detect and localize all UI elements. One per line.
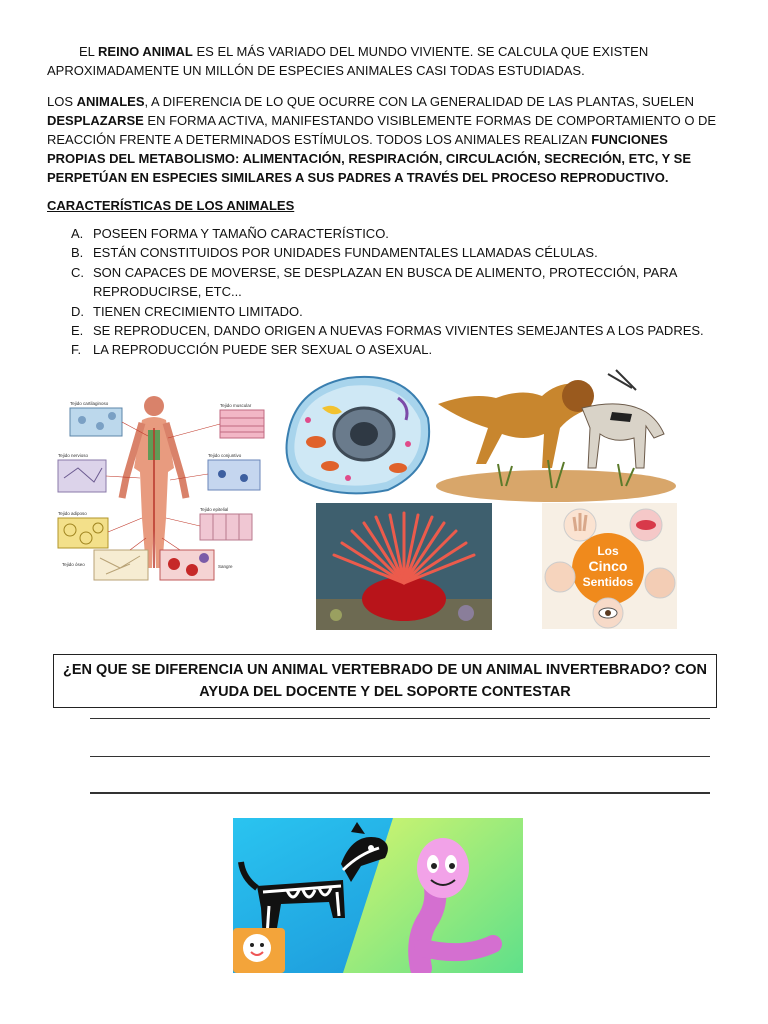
characteristics-list (47, 224, 717, 360)
answer-line-2[interactable] (90, 756, 710, 757)
characteristic-item (47, 302, 717, 321)
tissues-figure (50, 368, 265, 583)
p2-run: EN FORMA ACTIVA, MANIFESTANDO VISIBLEMENTE FORMAS DE COMPORTAMIENTO O DE REACCIÓN FRENTE A DETERMINADOS ESTÍMULOS. TODOS LOS ANIMALES REALIZAN (47, 113, 717, 147)
nose-icon (545, 562, 575, 592)
characteristic-letter: B. (71, 245, 84, 261)
characteristic-item (47, 321, 717, 340)
p2-run: DESPLAZARSE (47, 113, 144, 128)
senses-title-3: Sentidos (582, 575, 634, 589)
tissue-swatch-bone (94, 550, 148, 580)
answer-line-3[interactable] (90, 792, 710, 794)
tissue-swatch-cartilage (70, 408, 122, 436)
tissue-swatch-blood (160, 550, 214, 580)
senses-title-2: Cinco (588, 558, 628, 574)
characteristic-letter: D. (71, 303, 84, 319)
p1-run: EL (79, 44, 99, 59)
characteristic-text: TIENEN CRECIMIENTO LIMITADO. (93, 303, 303, 319)
five-senses-figure (542, 503, 677, 629)
lion-hunting-figure (432, 368, 680, 503)
characteristics-heading: CARACTERÍSTICAS DE LOS ANIMALES (47, 198, 295, 213)
tissue-swatch-muscle (220, 410, 264, 438)
characteristic-item (47, 224, 717, 243)
label-muscle: Tejido muscular (220, 403, 252, 408)
p2-run: , A DIFERENCIA DE LO QUE OCURRE CON LA GENERALIDAD DE LAS PLANTAS, SUELEN (144, 94, 695, 109)
vertebrate-invertebrate-figure (233, 818, 523, 973)
question-box (53, 654, 717, 708)
question-line-1: ¿EN QUE SE DIFERENCIA UN ANIMAL VERTEBRADO DE UN ANIMAL INVERTEBRADO? CON (63, 662, 707, 678)
tissue-swatch-nervous (58, 460, 106, 492)
ear-icon (645, 568, 675, 598)
animal-cell-figure (278, 368, 435, 500)
characteristic-text: SON CAPACES DE MOVERSE, SE DESPLAZAN EN BUSCA DE ALIMENTO, PROTECCIÓN, PARA REPRODUCIRSE, ETC... (93, 264, 677, 300)
label-nervous: Tejido nervioso (58, 453, 89, 458)
characteristic-item (47, 263, 717, 302)
corner-logo-icon (233, 928, 285, 973)
intro-paragraph-1 (47, 42, 727, 80)
sea-anemone-figure (316, 503, 492, 630)
characteristic-text: POSEEN FORMA Y TAMAÑO CARACTERÍSTICO. (93, 226, 389, 241)
answer-line-1[interactable] (90, 718, 710, 719)
characteristic-text: SE REPRODUCEN, DANDO ORIGEN A NUEVAS FORMAS VIVIENTES SEMEJANTES A LOS PADRES. (93, 323, 704, 339)
senses-title-1: Los (597, 544, 619, 558)
label-bone: Tejido óseo (62, 562, 85, 567)
label-blood: Sangre (218, 564, 233, 569)
characteristic-letter: E. (71, 323, 84, 339)
characteristic-item (47, 340, 717, 359)
tissue-swatch-adipose (58, 518, 108, 548)
label-epithelial: Tejido epitelial (200, 507, 229, 512)
p1-run: ES EL MÁS VARIADO DEL MUNDO VIVIENTE. SE CALCULA QUE EXISTEN APROXIMADAMENTE UN MILLÓN DE ESPECIES ANIMALES CASI TODAS ESTUDIADAS. (47, 44, 649, 78)
intro-paragraph-2 (47, 92, 727, 187)
tissue-swatch-epithelial (200, 514, 252, 540)
label-connective: Tejido conjuntivo (208, 453, 242, 458)
p2-run: LOS (47, 94, 77, 109)
question-line-2: AYUDA DEL DOCENTE Y DEL SOPORTE CONTESTAR (199, 684, 571, 700)
characteristic-text: ESTÁN CONSTITUIDOS POR UNIDADES FUNDAMENTALES LLAMADAS CÉLULAS. (93, 245, 598, 261)
label-adipose: Tejido adiposo (58, 511, 87, 516)
human-body-illustration (122, 396, 186, 568)
tissue-swatch-connective (208, 460, 260, 490)
p2-run: ANIMALES (76, 94, 145, 109)
characteristic-letter: C. (71, 264, 84, 280)
characteristic-text: LA REPRODUCCIÓN PUEDE SER SEXUAL O ASEXUAL. (93, 342, 433, 358)
label-cartilage: Tejido cartilaginoso (70, 401, 109, 406)
p2-run: FUNCIONES PROPIAS DEL METABOLISMO: ALIMENTACIÓN, RESPIRACIÓN, CIRCULACIÓN, SECRECIÓN, ETC, Y SE PERPETÚAN EN ESPECIES SIMILARES A SUS PADRES A TRAVÉS DEL PROCESO REPRODUCTIVO. (47, 132, 692, 185)
p1-run: REINO ANIMAL (98, 44, 193, 59)
characteristic-letter: F. (71, 342, 82, 358)
characteristic-letter: A. (71, 226, 84, 241)
characteristic-item (47, 243, 717, 262)
